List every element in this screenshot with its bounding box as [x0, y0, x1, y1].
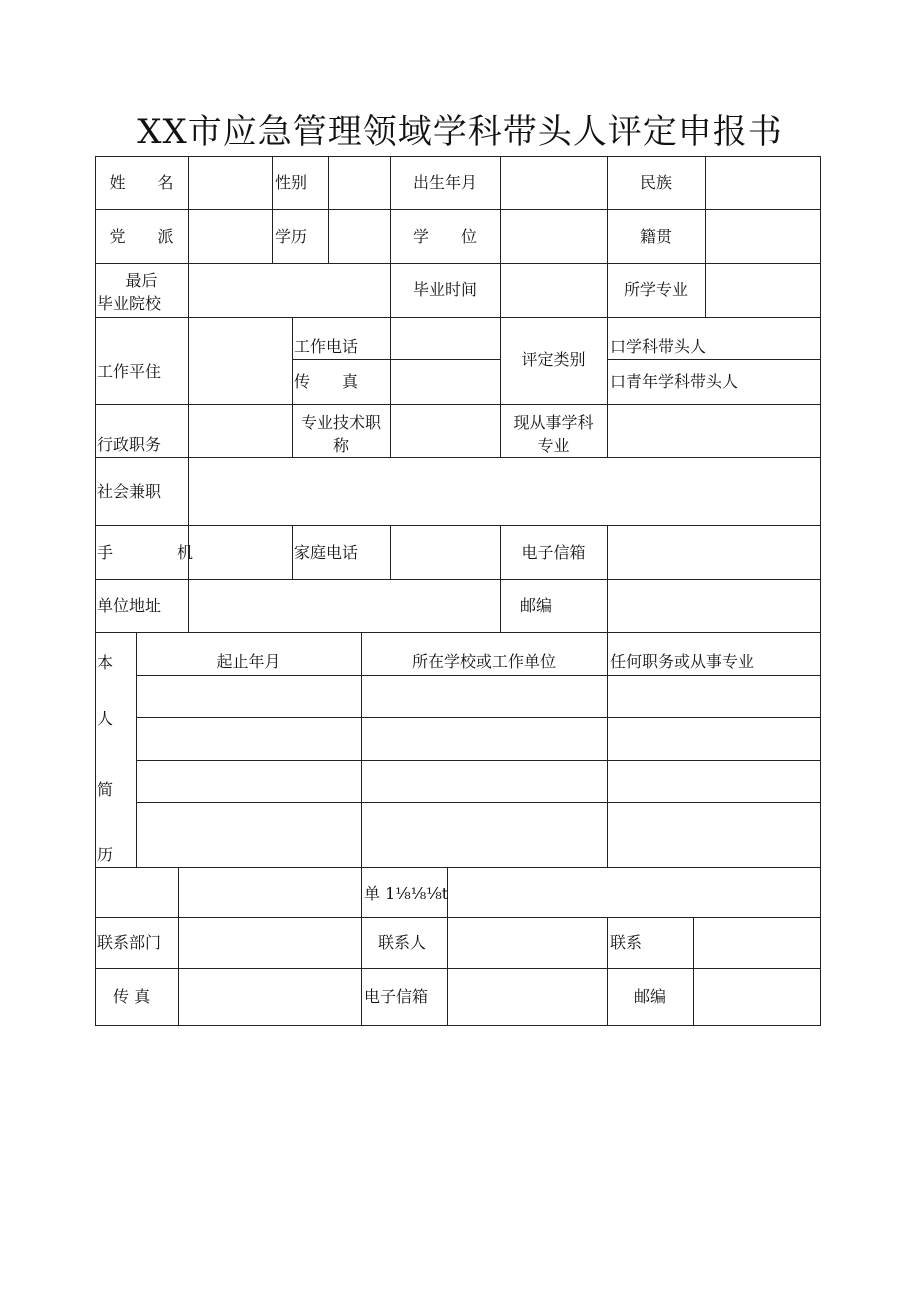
- table-rule: [95, 867, 821, 868]
- table-rule: [136, 717, 821, 718]
- label-contact-person: 联系人: [378, 933, 427, 952]
- label-unit: 单 1⅛⅛⅛t: [364, 884, 449, 903]
- label-unit-address: 单位地址: [97, 596, 162, 615]
- resume-header-post: 任何职务或从事专业: [610, 652, 755, 671]
- table-rule: [500, 579, 501, 632]
- option-young-subject-leader[interactable]: 口青年学科带头人: [610, 372, 739, 391]
- label-bottom-email: 电子信箱: [364, 987, 429, 1006]
- label-tech-title-line2: 称: [332, 436, 349, 455]
- table-rule: [95, 579, 821, 580]
- label-name: 姓 名: [109, 173, 174, 192]
- resume-side-char: 简: [97, 780, 114, 799]
- page-title: XX市应急管理领域学科带头人评定申报书: [137, 112, 783, 152]
- table-rule: [500, 156, 501, 317]
- label-home-phone: 家庭电话: [294, 543, 359, 562]
- table-rule: [361, 917, 362, 1026]
- label-party: 党 派: [109, 227, 174, 246]
- table-rule: [95, 632, 821, 633]
- table-rule: [95, 209, 821, 210]
- label-admin-post: 行政职务: [97, 435, 162, 454]
- label-native-place: 籍贯: [639, 227, 672, 246]
- label-tech-title-line1: 专业技术职: [300, 413, 381, 432]
- label-contact-phone: 联系: [610, 933, 643, 952]
- table-rule: [328, 156, 329, 263]
- resume-header-unit: 所在学校或工作单位: [411, 652, 556, 671]
- table-rule: [607, 525, 608, 579]
- label-degree: 学 位: [412, 227, 477, 246]
- resume-side-char: 本: [97, 653, 114, 672]
- label-subject-line1: 现从事学科: [513, 413, 594, 432]
- table-rule: [390, 317, 391, 457]
- label-major: 所学专业: [623, 280, 688, 299]
- table-rule: [272, 156, 273, 263]
- table-rule: [361, 867, 362, 917]
- table-rule: [705, 156, 706, 317]
- table-rule: [607, 579, 608, 632]
- table-rule: [95, 457, 821, 458]
- label-ethnicity: 民族: [639, 173, 672, 192]
- label-postcode: 邮编: [520, 596, 553, 615]
- label-work-unit: 工作平住: [97, 362, 162, 381]
- label-subject-line2: 专业: [537, 436, 570, 455]
- resume-side-char: 人: [97, 709, 114, 728]
- label-bottom-fax: 传 真: [113, 987, 151, 1006]
- table-rule: [188, 317, 189, 457]
- table-rule: [607, 317, 608, 457]
- table-rule: [95, 525, 821, 526]
- table-rule: [607, 359, 821, 360]
- table-rule: [95, 317, 821, 318]
- table-rule: [820, 156, 821, 1026]
- table-rule: [95, 263, 821, 264]
- label-school-line1: 最后: [125, 271, 158, 290]
- table-rule: [607, 632, 608, 867]
- table-rule: [95, 1025, 821, 1026]
- table-rule: [136, 675, 821, 676]
- table-rule: [178, 917, 179, 1026]
- label-email: 电子信箱: [521, 543, 586, 562]
- label-school-line2: 毕业院校: [97, 294, 162, 313]
- label-evaluation-type: 评定类别: [521, 350, 586, 369]
- table-rule: [292, 359, 500, 360]
- table-rule: [188, 156, 189, 263]
- table-rule: [390, 525, 391, 579]
- label-education: 学历: [275, 227, 308, 246]
- table-rule: [607, 917, 608, 1026]
- table-rule: [136, 802, 821, 803]
- label-graduation-time: 毕业时间: [412, 280, 477, 299]
- label-gender: 性别: [275, 173, 308, 192]
- table-rule: [188, 457, 189, 525]
- resume-side-char: 历: [97, 845, 114, 864]
- table-rule: [178, 867, 179, 917]
- application-form-table: [95, 156, 821, 1026]
- table-rule: [693, 917, 694, 1026]
- label-mobile: 手 机: [97, 543, 194, 562]
- table-rule: [447, 917, 448, 1026]
- table-rule: [95, 917, 821, 918]
- resume-header-period: 起止年月: [216, 652, 281, 671]
- table-rule: [95, 156, 821, 157]
- label-social-post: 社会兼职: [97, 482, 162, 501]
- option-subject-leader[interactable]: 口学科带头人: [610, 337, 707, 356]
- label-birth: 出生年月: [412, 173, 477, 192]
- table-rule: [188, 579, 189, 632]
- label-work-phone: 工作电话: [294, 337, 359, 356]
- table-rule: [136, 760, 821, 761]
- table-rule: [95, 404, 821, 405]
- table-rule: [292, 525, 293, 579]
- label-contact-dept: 联系部门: [97, 933, 162, 952]
- label-fax: 传 真: [294, 372, 359, 391]
- table-rule: [188, 263, 189, 317]
- table-rule: [95, 968, 821, 969]
- label-bottom-postcode: 邮编: [633, 987, 666, 1006]
